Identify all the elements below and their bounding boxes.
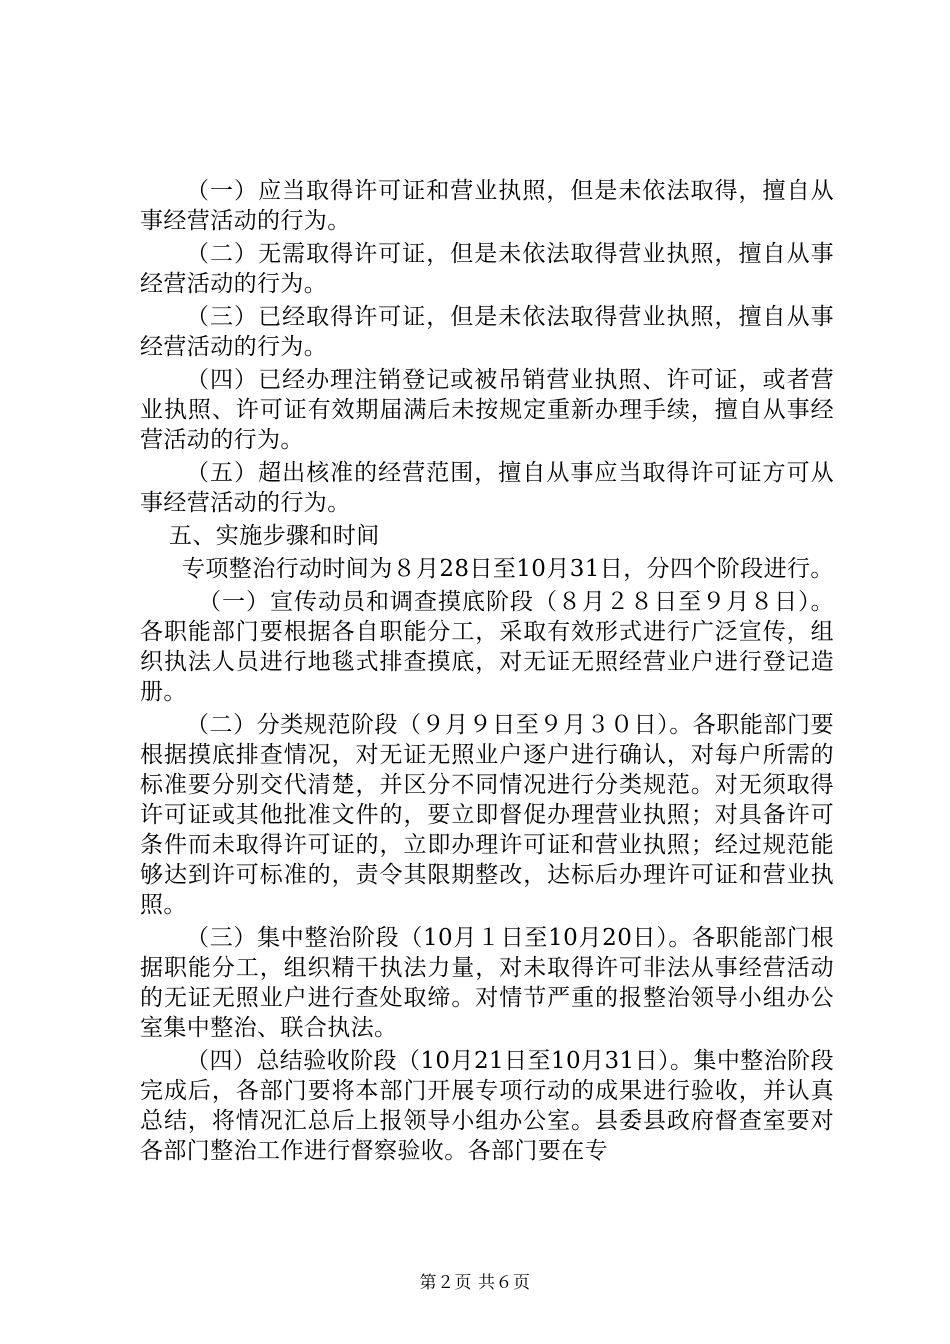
stage-paragraph: （三）集中整治阶段（10月１日至10月20日）。各职能部门根据职能分工，组织精干执法力量，对未取得许可非法从事经营活动的无证无照业户进行查处取缔。对情节严重的报整治领导小组办公室集中整治、联合执法。 xyxy=(140,925,834,1041)
stage-paragraph: （二）分类规范阶段（９月９日至９月３０日）。各职能部门要根据摸底排查情况，对无证无照业户逐户进行确认，对每户所需的标准要分别交代清楚，并区分不同情况进行分类规范。对无须取得许可证或其他批准文件的，要立即督促办理营业执照；对具备许可条件而未取得许可证的，立即办理许可证和营业执照；经过规范能够达到许可标准的，责令其限期整改，达标后办理许可证和营业执照。 xyxy=(140,712,834,918)
list-item: （二）无需取得许可证，但是未依法取得营业执照，擅自从事经营活动的行为。 xyxy=(140,241,834,297)
page-footer xyxy=(0,1272,950,1294)
stage-paragraph: （一）宣传动员和调查摸底阶段（８月２８日至９月８日）。各职能部门要根据各自职能分工，采取有效形式进行广泛宣传，组织执法人员进行地毯式排查摸底，对无证无照经营业户进行登记造册。 xyxy=(140,589,834,705)
intro-paragraph: 专项整治行动时间为８月28日至10月31日，分四个阶段进行。 xyxy=(182,556,834,582)
list-item: （五）超出核准的经营范围，擅自从事应当取得许可证方可从事经营活动的行为。 xyxy=(140,460,834,516)
list-item: （四）已经办理注销登记或被吊销营业执照、许可证，或者营业执照、许可证有效期届满后未按规定重新办理手续，擅自从事经营活动的行为。 xyxy=(140,367,834,453)
list-item: （一）应当取得许可证和营业执照，但是未依法取得，擅自从事经营活动的行为。 xyxy=(140,178,834,234)
page-number: 第２页 共６页 xyxy=(419,1273,531,1293)
stage-paragraph: （四）总结验收阶段（10月21日至10月31日）。集中整治阶段完成后，各部门要将本部门开展专项行动的成果进行验收，并认真总结，将情况汇总后上报领导小组办公室。县委县政府督查室要对各部门整治工作进行督察验收。各部门要在专 xyxy=(140,1048,834,1164)
list-item: （三）已经取得许可证，但是未依法取得营业执照，擅自从事经营活动的行为。 xyxy=(140,304,834,360)
section-heading: 五、实施步骤和时间 xyxy=(169,523,380,549)
document-body xyxy=(140,176,834,1169)
